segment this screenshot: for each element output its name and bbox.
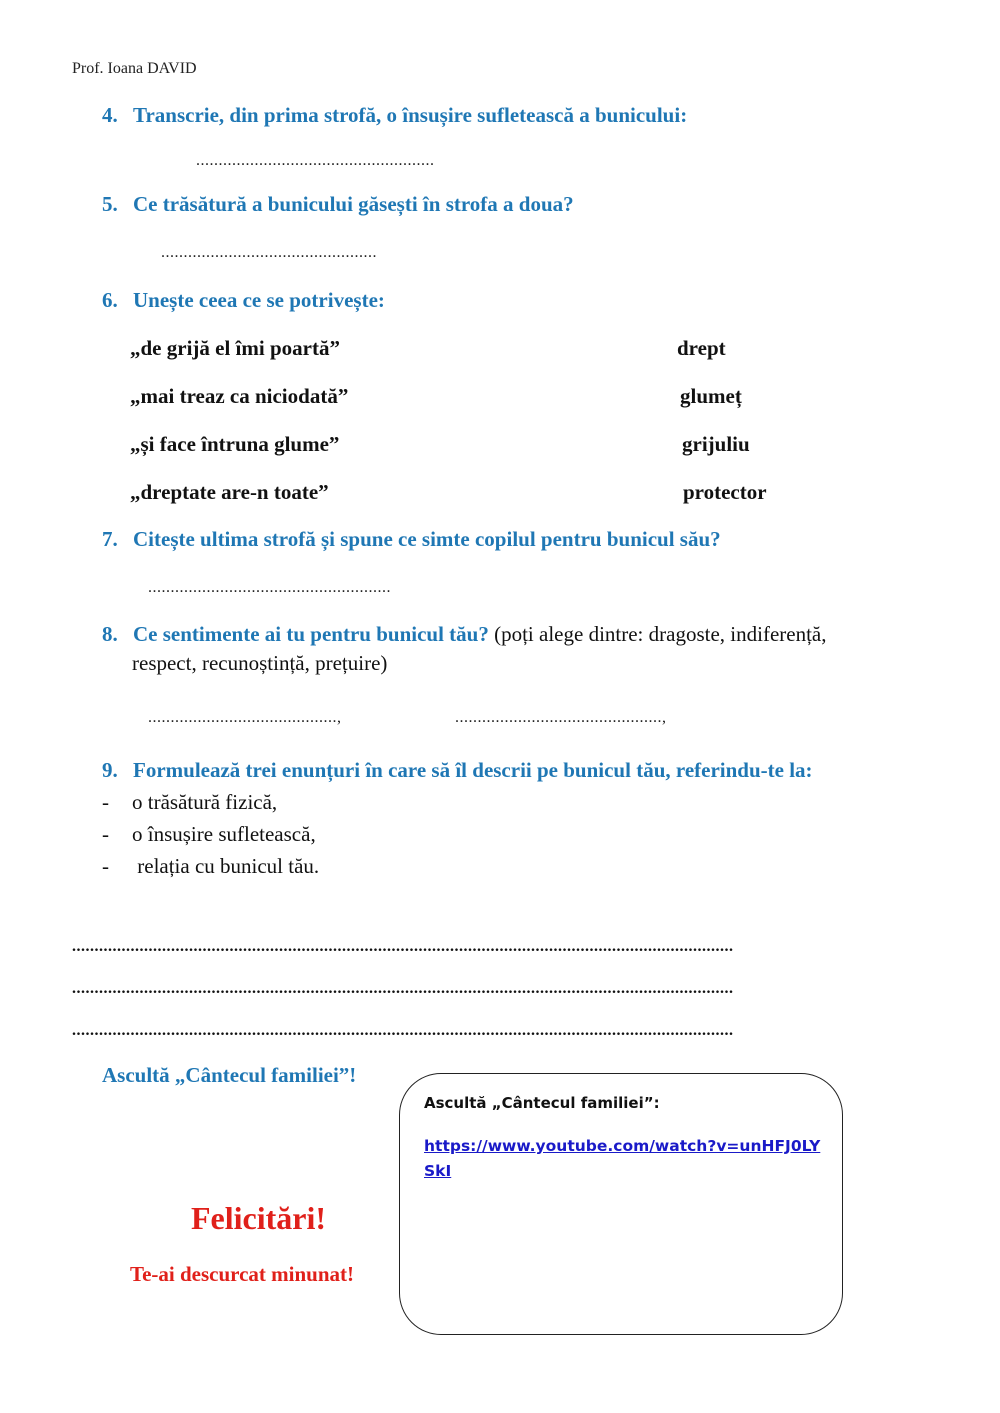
- bullet-item: - o însușire sufletească,: [102, 822, 316, 846]
- bullet-item: - o trăsătură fizică,: [102, 790, 278, 814]
- question-6: [102, 288, 385, 313]
- author-name: Prof. Ioana DAVID: [72, 60, 197, 77]
- question-4: [102, 103, 687, 128]
- match-left-item[interactable]: „dreptate are-n toate”: [130, 480, 329, 504]
- question-text: Formulează trei enunțuri în care să îl descrii pe bunicul tău, referindu-te la:: [133, 758, 813, 782]
- question-text: Transcrie, din prima strofă, o însușire sufletească a bunicului:: [133, 103, 688, 127]
- question-number: 6.: [102, 288, 118, 312]
- question-number: 4.: [102, 103, 118, 127]
- question-7: [102, 527, 721, 552]
- congrats-message: Te-ai descurcat minunat!: [130, 1262, 355, 1286]
- match-right-item[interactable]: protector: [683, 480, 767, 504]
- question-hint-continued: respect, recunoștință, prețuire): [132, 651, 388, 675]
- match-left-item[interactable]: „de grijă el îmi poartă”: [130, 336, 340, 360]
- match-left-item[interactable]: „și face întruna glume”: [130, 432, 340, 456]
- answer-line-8b[interactable]: ..............................................,: [455, 709, 667, 726]
- question-number: 8.: [102, 622, 118, 646]
- match-right-item[interactable]: drept: [677, 336, 726, 360]
- question-number: 5.: [102, 192, 118, 216]
- congrats-heading: Felicitări!: [191, 1200, 327, 1236]
- listen-instruction: Ascultă „Cântecul familiei”!: [102, 1063, 357, 1087]
- bullet-item: - relația cu bunicul tău.: [102, 854, 320, 878]
- answer-line-4[interactable]: .....................................................: [196, 152, 435, 169]
- question-text: Unește ceea ce se potrivește:: [133, 288, 385, 312]
- question-text: Citește ultima strofă și spune ce simte copilul pentru bunicul său?: [133, 527, 721, 551]
- answer-line-7[interactable]: ......................................................: [148, 579, 391, 596]
- question-text: Ce trăsătură a bunicului găsești în strofa a doua?: [133, 192, 574, 216]
- question-text: Ce sentimente ai tu pentru bunicul tău?: [133, 622, 489, 646]
- question-hint: (poți alege dintre: dragoste, indiferență,: [488, 622, 827, 646]
- song-box-title: Ascultă „Cântecul familiei”:: [424, 1094, 660, 1112]
- answer-line-9b[interactable]: ...................................................................................................................................................: [72, 980, 734, 997]
- answer-line-9c[interactable]: ...................................................................................................................................................: [72, 1022, 734, 1039]
- question-8: [102, 622, 826, 647]
- question-9: [102, 758, 813, 783]
- answer-line-9a[interactable]: ...................................................................................................................................................: [72, 938, 734, 955]
- answer-line-8a[interactable]: ..........................................,: [148, 709, 342, 726]
- question-5: [102, 192, 574, 217]
- match-right-item[interactable]: glumeț: [680, 384, 742, 408]
- question-number: 9.: [102, 758, 118, 782]
- answer-line-5[interactable]: ................................................: [161, 244, 377, 261]
- youtube-link[interactable]: https://www.youtube.com/watch?v=unHFJ0LYSkI: [424, 1137, 821, 1180]
- question-number: 7.: [102, 527, 118, 551]
- song-link-box: [399, 1073, 843, 1335]
- match-left-item[interactable]: „mai treaz ca niciodată”: [130, 384, 349, 408]
- match-right-item[interactable]: grijuliu: [682, 432, 750, 456]
